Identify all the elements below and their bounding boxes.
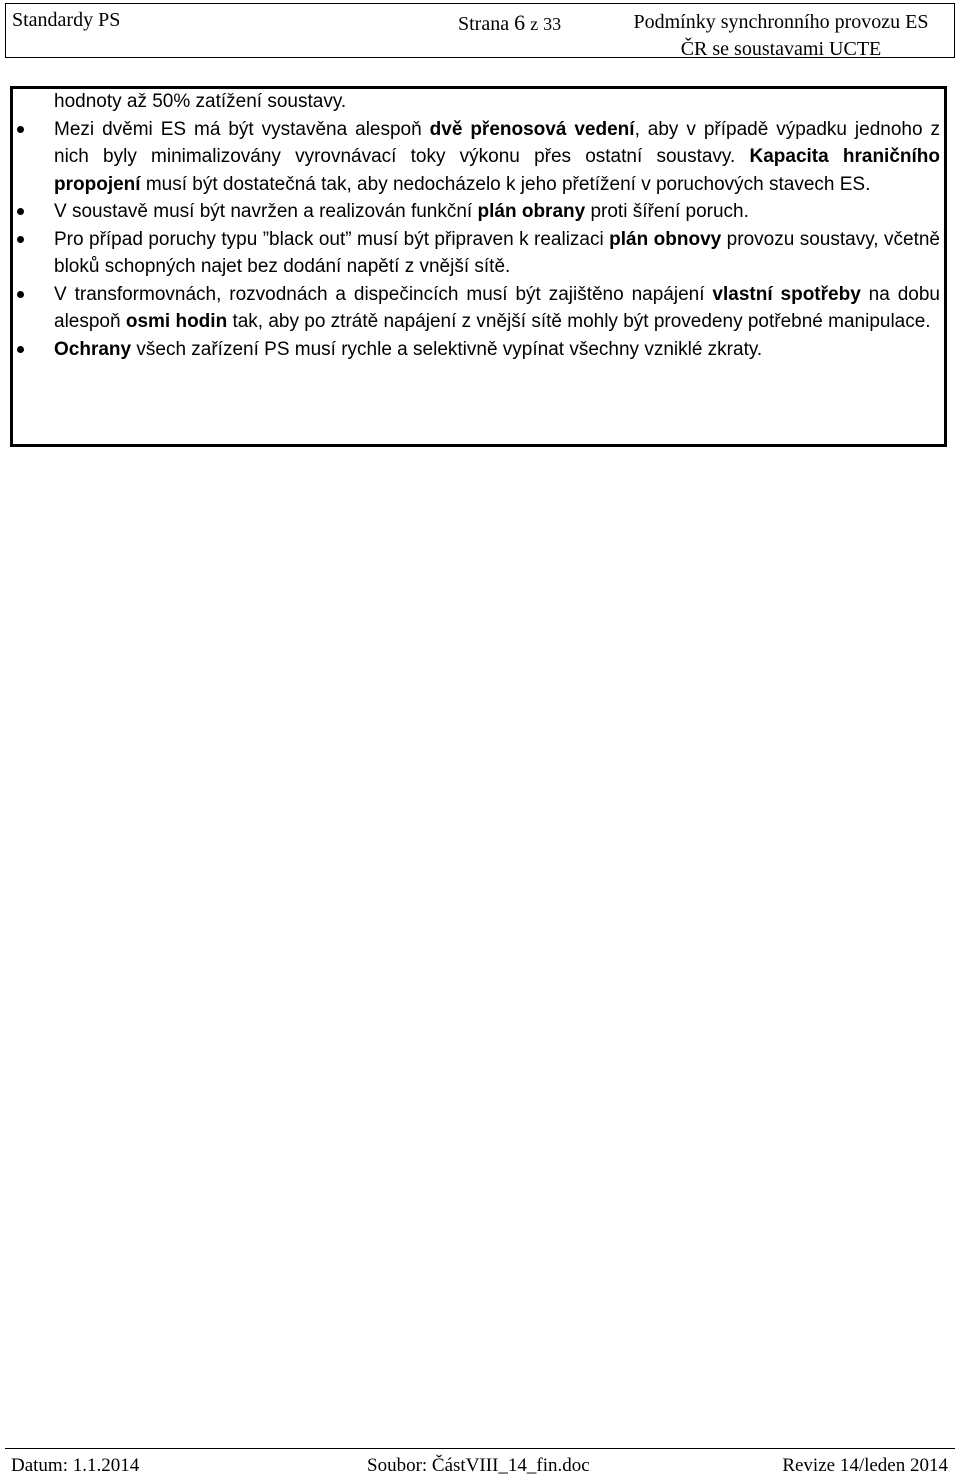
page-footer [5, 1448, 955, 1480]
footer-file: Soubor: ČástVIII_14_fin.doc [367, 1455, 590, 1476]
footer-revision: Revize 14/leden 2014 [782, 1455, 948, 1476]
bullet-icon [17, 291, 24, 298]
page-number: 6 [514, 10, 526, 35]
bullet-item-4: V transformovnách, rozvodnách a dispečincích musí být zajištěno napájení vlastní spotřeby na dobu alespoň osmi hodin tak, aby po ztrátě napájení z vnější sítě mohly být provedeny potřebné manipulace. [54, 281, 940, 336]
page-total: 33 [543, 14, 562, 34]
bullet-item-3: Pro případ poruchy typu ”black out” musí být připraven k realizaci plán obnovy provozu soustavy, včetně bloků schopných najet bez dodání napětí z vnější sítě. [54, 226, 940, 281]
content-text [54, 88, 940, 363]
bullet-icon [17, 346, 24, 353]
bullet-icon [17, 236, 24, 243]
header-title: Standardy PS [12, 9, 121, 31]
bullet-item-2: V soustavě musí být navržen a realizován funkční plán obrany proti šíření poruch. [54, 198, 940, 226]
page-of: z [530, 14, 539, 34]
bullet-item-5: Ochrany všech zařízení PS musí rychle a selektivně vypínat všechny vzniklé zkraty. [54, 336, 940, 364]
bullet-item-1: Mezi dvěmi ES má být vystavěna alespoň dvě přenosová vedení, aby v případě výpadku jednoho z nich byly minimalizovány vyrovnávací toky výkonu přes ostatní soustavy. Kapacita hraničního propojení musí být dostatečná tak, aby nedocházelo k jeho přetížení v poruchových stavech ES. [54, 116, 940, 199]
header-title-line1: Podmínky synchronního provozu ES [633, 11, 929, 33]
footer-date: Datum: 1.1.2014 [11, 1455, 140, 1476]
header-document-title [606, 9, 956, 63]
page-prefix: Strana [458, 13, 510, 35]
page-header [5, 3, 955, 58]
header-title-line2: ČR se soustavami UCTE [680, 38, 882, 60]
bullet-icon [17, 208, 24, 215]
page-indicator [458, 10, 561, 36]
bullet-icon [17, 126, 24, 133]
continuation-text: hodnoty až 50% zatížení soustavy. [54, 91, 347, 112]
